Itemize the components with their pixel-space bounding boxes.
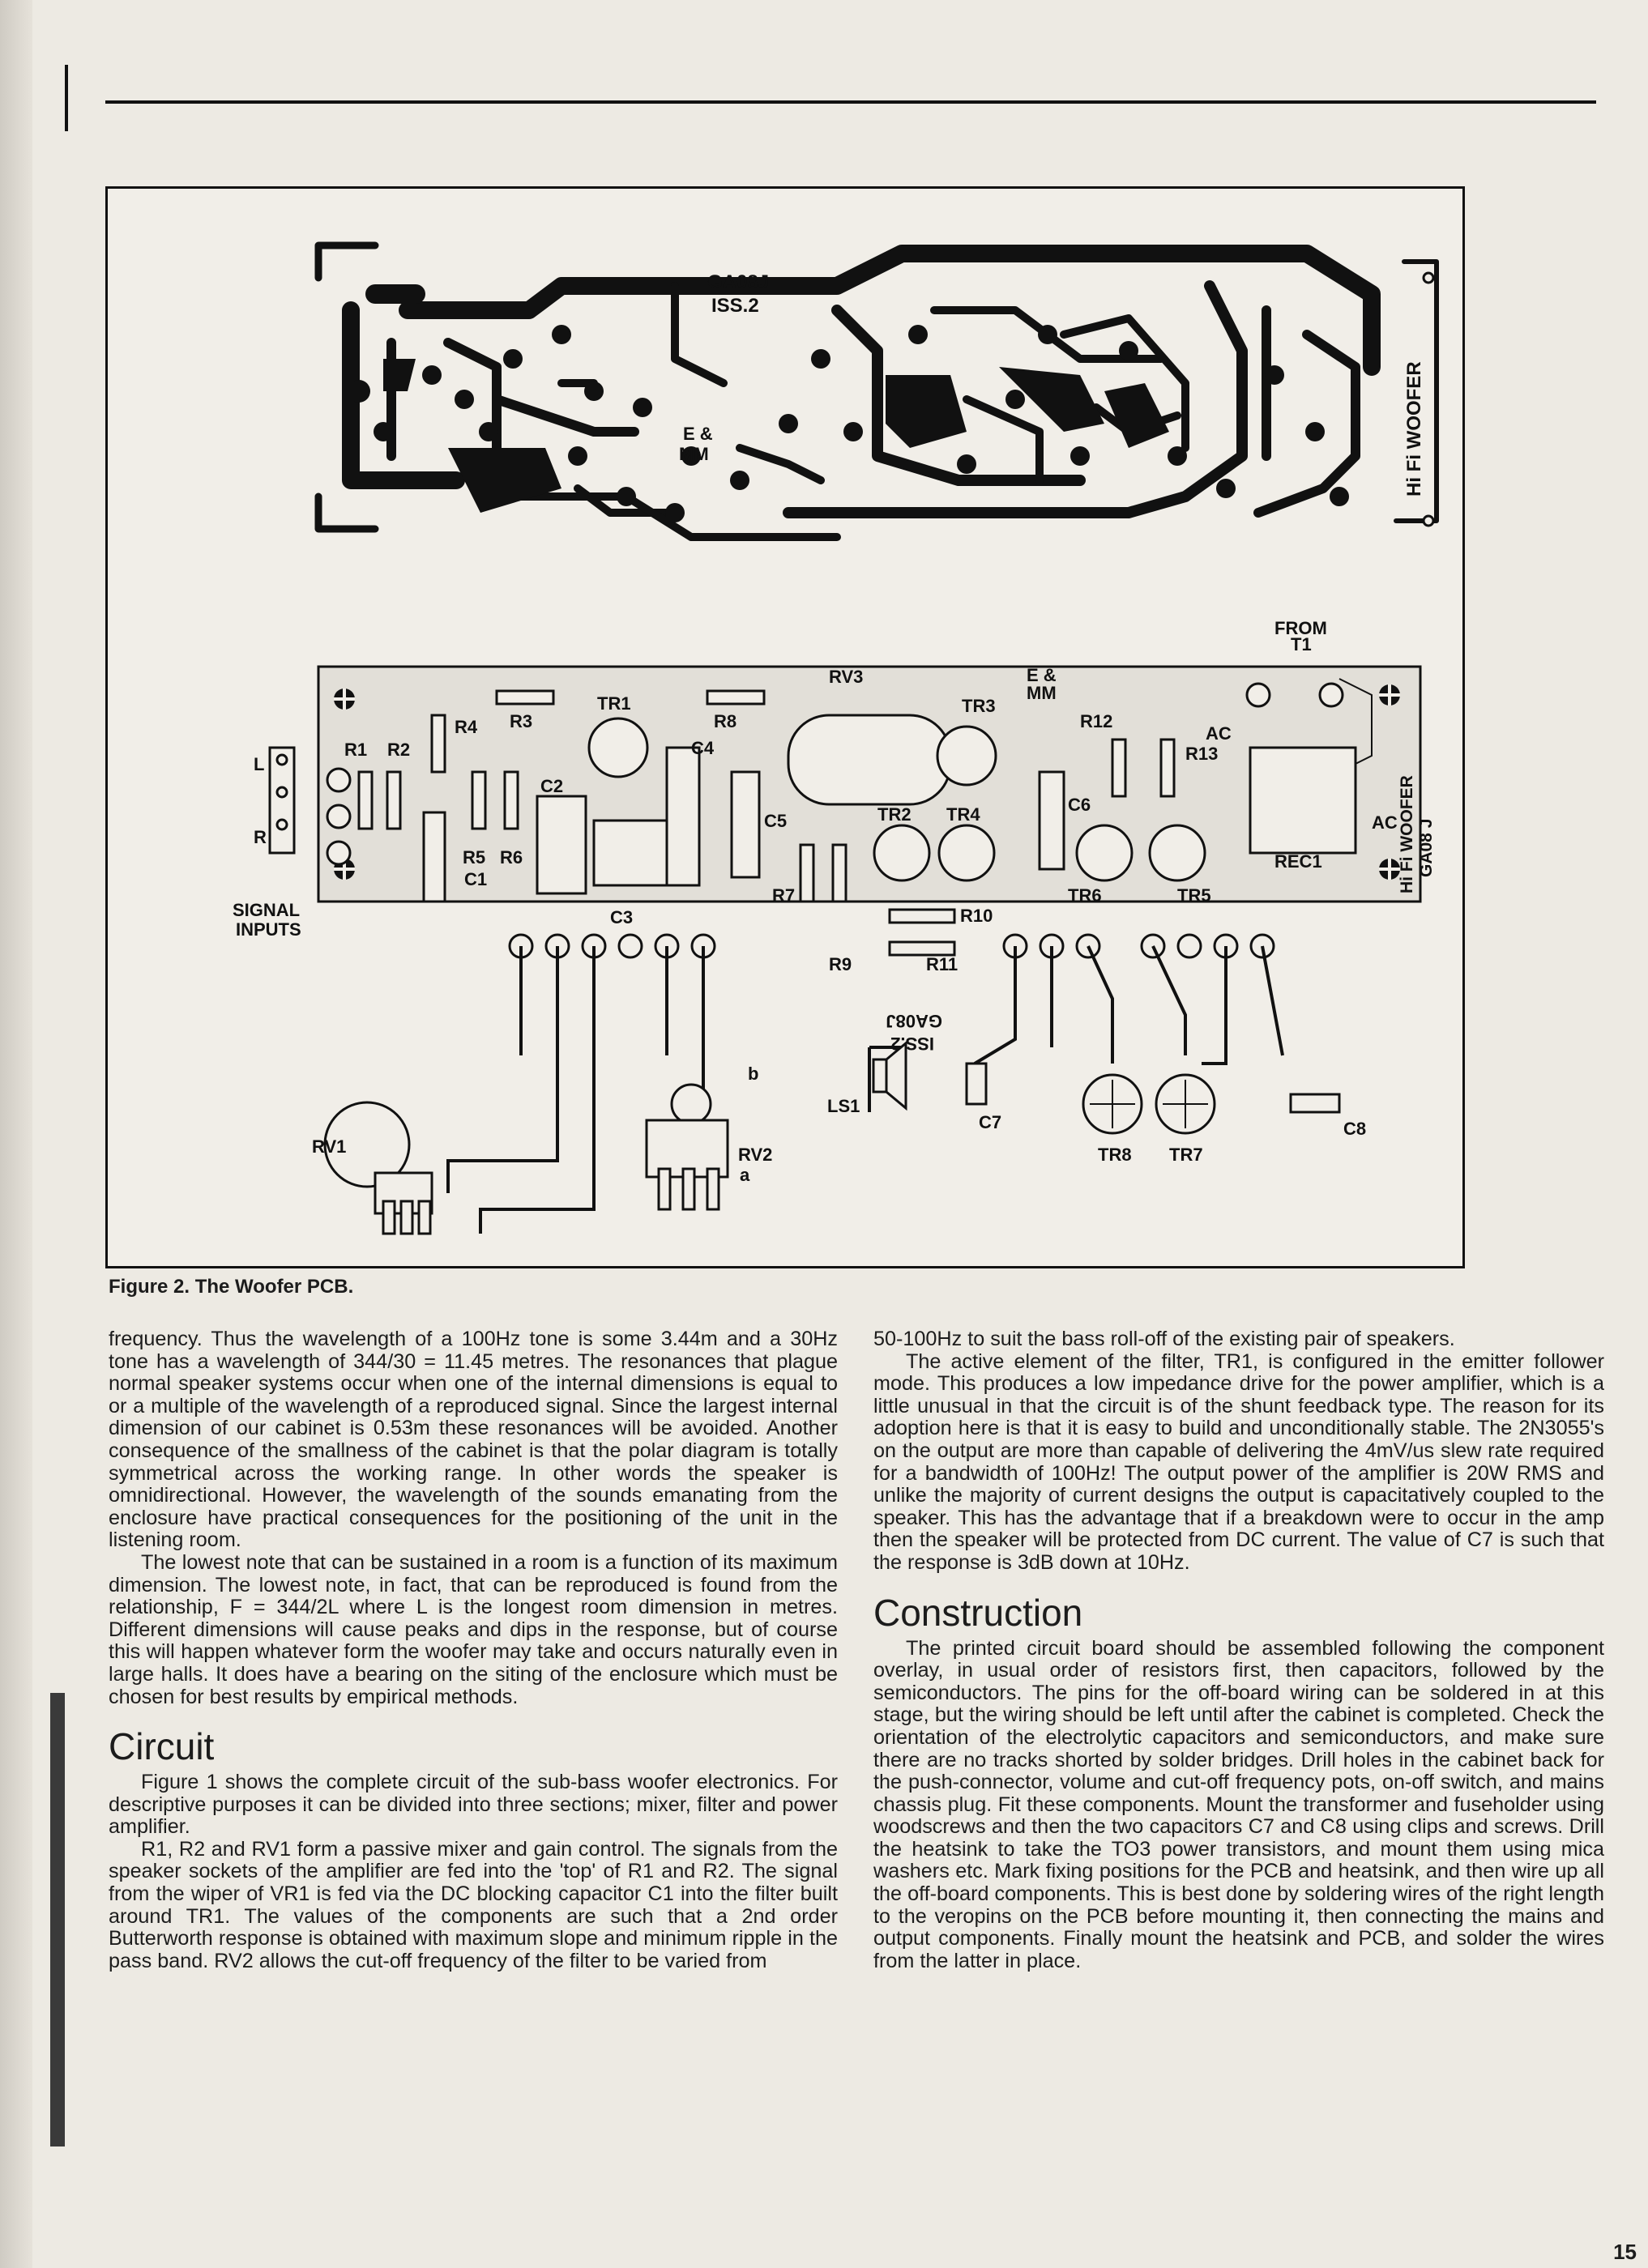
label-from: FROM: [1274, 618, 1327, 638]
label-r6: R6: [500, 847, 523, 868]
label-r9: R9: [829, 954, 852, 974]
tr4-body: [939, 825, 994, 880]
label-rv1: RV1: [312, 1136, 347, 1157]
mirror-code-label: GA08J: [886, 1011, 942, 1031]
left-column: [109, 1328, 838, 1972]
pot-rv1: [325, 1102, 432, 1234]
label-rv2: RV2: [738, 1145, 773, 1165]
rv3-body: [788, 715, 950, 804]
tr3-body: [937, 727, 996, 785]
label-tr4: TR4: [946, 804, 980, 825]
r6-body: [505, 772, 518, 829]
label-ac-1: AC: [1206, 723, 1232, 744]
label-c3: C3: [610, 907, 634, 927]
label-r1: R1: [344, 740, 368, 760]
label-tr2: TR2: [877, 804, 912, 825]
r2-body: [387, 772, 400, 829]
label-r: R: [254, 827, 267, 847]
r9-body: [833, 845, 846, 902]
label-r10: R10: [960, 906, 993, 926]
heading-construction: Construction: [873, 1591, 1083, 1634]
label-rv3: RV3: [829, 667, 864, 687]
label-ls1: LS1: [827, 1096, 860, 1116]
label-ac-2: AC: [1372, 812, 1398, 833]
label-r11: R11: [926, 954, 958, 974]
figure-caption: Figure 2. The Woofer PCB.: [109, 1276, 354, 1298]
label-r8: R8: [714, 711, 737, 731]
label-inputs: INPUTS: [236, 919, 301, 940]
label-r3: R3: [510, 711, 533, 731]
label-tr5: TR5: [1177, 885, 1211, 906]
label-r13: R13: [1185, 744, 1219, 764]
maker-label: E &: [683, 424, 713, 444]
overlay-maker-label: E &: [1027, 665, 1057, 685]
cap-c7: [967, 1064, 986, 1104]
power-transistors: [1083, 1075, 1215, 1133]
label-c7: C7: [979, 1112, 1002, 1132]
label-c1: C1: [464, 869, 488, 889]
r11-body: [890, 942, 954, 955]
left-paragraph-4: R1, R2 and RV1 form a passive mixer and gain control. The signals from the speaker sockets of the amplifier are fed into the 'top' of R1 and R2. The signal from the wiper of VR1 is fed via the DC blocking capacitor C1 into the filter built around TR1. The values of the components are such that a 2nd order Butterworth response is obtained with maximum slope and minimum ripple in the pass band. RV2 allows the cut-off frequency of the filter to be varied from: [109, 1837, 838, 1972]
board-title-track: Hi Fi WOOFER: [1403, 361, 1425, 497]
tr5-body: [1150, 825, 1205, 880]
pcb-drawing: [108, 189, 1462, 1266]
label-r5: R5: [463, 847, 486, 868]
c5-body: [732, 772, 759, 877]
page-number: 15: [1613, 2240, 1637, 2264]
right-paragraph-1: 50-100Hz to suit the bass roll-off of the existing pair of speakers.: [873, 1328, 1455, 1350]
tr1-body: [589, 718, 647, 777]
maker-label-2: MM: [679, 444, 709, 464]
label-r12: R12: [1080, 711, 1113, 731]
r13-body: [1161, 740, 1174, 796]
label-tr1: TR1: [597, 693, 631, 714]
overlay-title-label: Hi Fi WOOFER: [1398, 775, 1416, 893]
r1-body: [359, 772, 372, 829]
figure-woofer-pcb: [105, 186, 1465, 1268]
label-rec1: REC1: [1274, 851, 1322, 872]
binding-strip: [50, 1693, 65, 2146]
label-tr3: TR3: [962, 696, 996, 716]
margin-rule: [65, 65, 68, 131]
r7-body: [801, 845, 813, 902]
label-c4: C4: [691, 738, 715, 758]
label-tr6: TR6: [1068, 885, 1102, 906]
c2-body: [537, 796, 586, 893]
r10-body: [890, 910, 954, 923]
label-c8: C8: [1343, 1119, 1367, 1139]
r3-body: [497, 691, 553, 704]
rec1-body: [1250, 748, 1356, 853]
left-paragraph-3: Figure 1 shows the complete circuit of the sub-bass woofer electronics. For descriptive purposes it can be divided into three sections; mixer, filter and power amplifier.: [109, 1771, 838, 1839]
left-paragraph-2: The lowest note that can be sustained in a room is a function of its maximum dimension. The lowest note, in fact, that can be reproduced is found from the relationship, F = 344/2L where L is the longest room dimension in metres. Different dimensions will cause peaks and dips in the response, but of course this will happen whatever form the woofer may take and occurs naturally even in large halls. It does have a bearing on the siting of the enclosure which must be chosen for best results by empirical methods.: [109, 1550, 838, 1708]
label-c2: C2: [540, 776, 564, 796]
label-r7: R7: [772, 885, 796, 906]
heading-circuit: Circuit: [109, 1725, 215, 1768]
board-issue-label: ISS.2: [711, 295, 759, 317]
r5-body: [472, 772, 485, 829]
label-c5: C5: [764, 811, 788, 831]
label-r4: R4: [455, 717, 478, 737]
tr2-body: [874, 825, 929, 880]
offboard-wiring: [448, 946, 1283, 1234]
header-rule: [105, 100, 1596, 104]
tr6-body: [1077, 825, 1132, 880]
label-c6: C6: [1068, 795, 1091, 815]
label-rv2-a: a: [740, 1165, 750, 1185]
label-tr7: TR7: [1169, 1145, 1203, 1165]
cap-c8: [1291, 1094, 1339, 1112]
pot-rv2: [647, 1085, 728, 1209]
overlay-maker-label-2: MM: [1027, 683, 1057, 703]
label-rv2-b: b: [748, 1064, 759, 1084]
c6-body: [1040, 772, 1064, 869]
right-column: [873, 1328, 1604, 1972]
mirror-issue-label: ISS.2: [890, 1034, 934, 1054]
r4-body: [432, 715, 445, 772]
overlay-code-label: GA08 J: [1417, 818, 1436, 877]
label-signal: SIGNAL: [233, 900, 301, 920]
r8-body: [707, 691, 764, 704]
label-t1: T1: [1291, 634, 1312, 654]
board-code-label: GA08J: [707, 271, 770, 293]
label-l: L: [254, 754, 265, 774]
left-paragraph-1: frequency. Thus the wavelength of a 100Hz tone is some 3.44m and a 30Hz tone has a wavelength of 344/30 = 11.45 metres. The resonances that plague normal speaker systems occur when one of the internal dimensions is equal to or a multiple of the wavelength of a reproduced signal. Since the largest internal dimension of our cabinet is 0.53m these resonances will be avoided. Another consequence of the smallness of the cabinet is that the polar diagram is totally symmetrical across the working range. In other words the speaker is omnidirectional. However, the wavelength of the sounds emanating from the enclosure have practical consequences for the positioning of the unit in the listening room.: [109, 1328, 838, 1552]
c1-body: [424, 812, 445, 902]
label-r2: R2: [387, 740, 411, 760]
label-tr8: TR8: [1098, 1145, 1132, 1165]
page-edge-shadow: [0, 0, 32, 2268]
right-paragraph-3: The printed circuit board should be assembled following the component overlay, in usual order of resistors first, then capacitors, followed by the semiconductors. The pins for the off-board wiring can be soldered in at this stage, but the wiring should be left until after the cabinet is completed. Check the orientation of the electrolytic capacitors and semiconductors, and make sure there are no tracks shorted by solder bridges. Drill holes in the cabinet back for the push-connector, volume and cut-off frequency pots, on-off switch, and mains chassis plug. Fit these components. Mount the transformer and fuseholder using woodscrews and then the two capacitors C7 and C8 using clips and screws. Drill the heatsink to take the TO3 power transistors, and mount them using mica washers etc. Mark fixing positions for the PCB and heatsink, and then wire up all the off-board components. This is best done by soldering wires of the right length to the veropins on the PCB before mounting it, then connecting the mains and output components. Finally mount the heatsink and PCB, and solder the wires from the latter in place.: [873, 1636, 1604, 1972]
right-paragraph-2: The active element of the filter, TR1, is configured in the emitter follower mode. This produces a low impedance drive for the power amplifier, which is a little unusual in that the circuit is of the shunt feedback type. The reason for its adoption here is that it is easy to build and unconditionally stable. The 2N3055's on the output are more than capable of delivering the 4mV/us slew rate required for a bandwidth of 100Hz! The output power of the amplifier is 20W RMS and unlike the majority of current designs the output is capacitatively coupled to the speaker. This has the advantage that if a breakdown were to occur in the amp then the speaker will be protected from DC current. The value of C7 is such that the response is 3dB down at 10Hz.: [873, 1349, 1604, 1574]
r12-body: [1112, 740, 1125, 796]
c4-body: [667, 748, 699, 885]
